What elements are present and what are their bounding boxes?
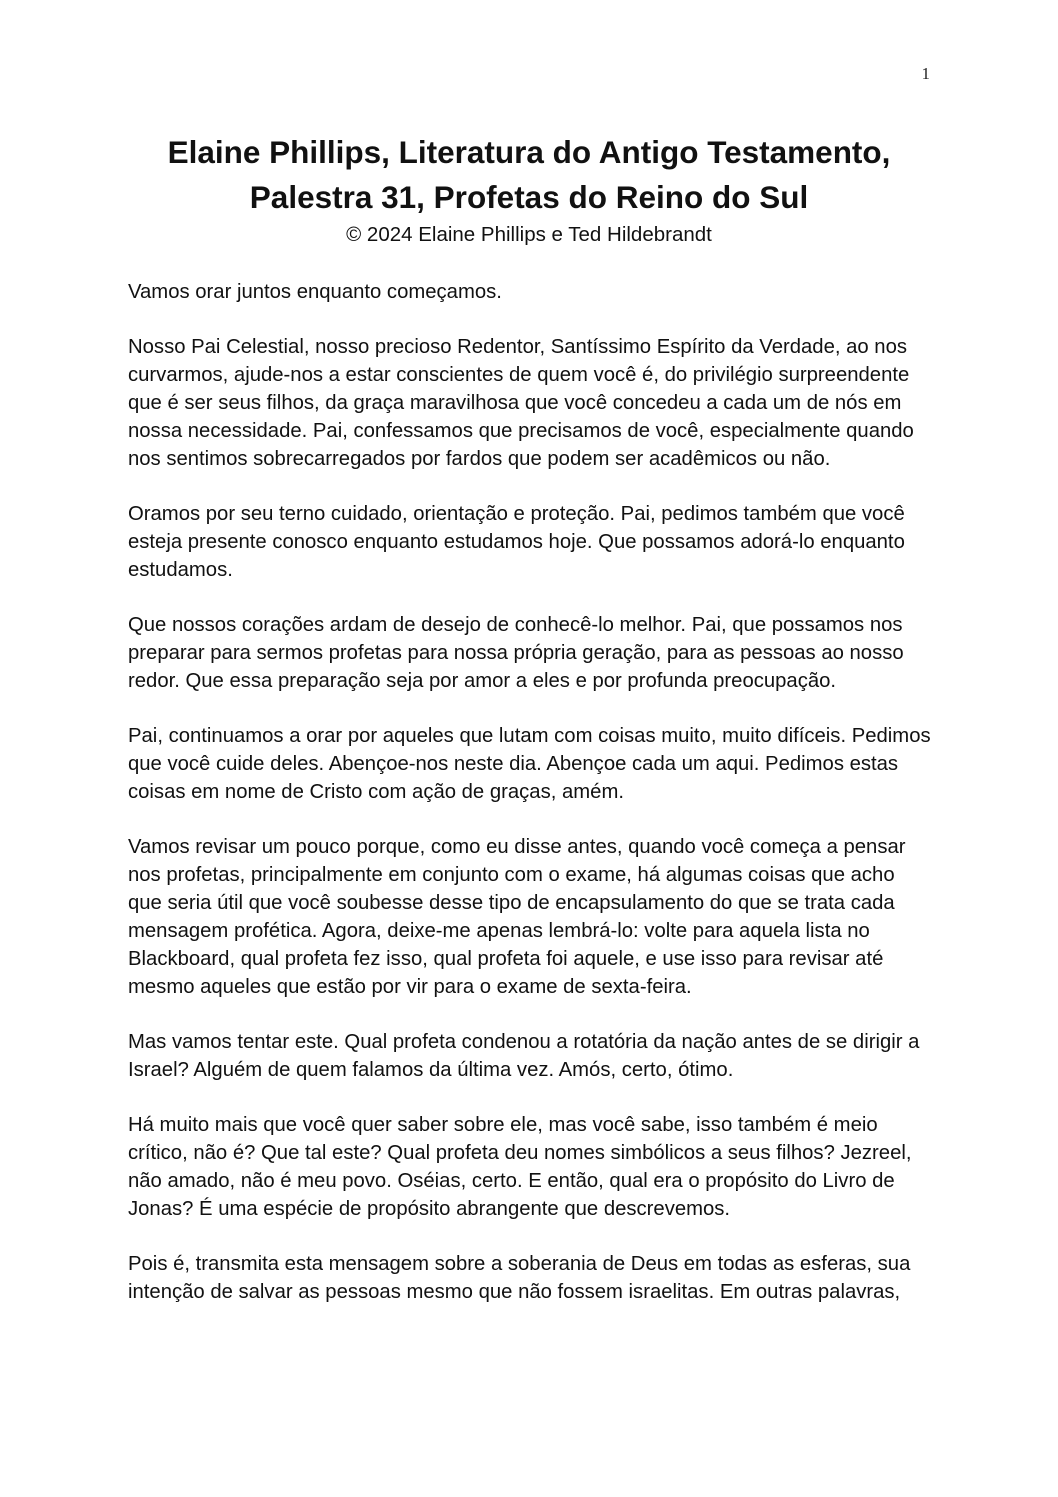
page-number: 1 xyxy=(921,64,930,83)
document-body xyxy=(128,278,934,1333)
paragraph-review: Vamos revisar um pouco porque, como eu disse antes, quando você começa a pensar nos profetas, principalmente em conjunto com o exame, há algumas coisas que acho que seria útil que você soubesse desse tipo de encapsulamento do que se trata cada mensagem profética. Agora, deixe-me apenas lembrá-lo: volte para aquela lista no Blackboard, qual profeta fez isso, qual profeta foi aquele, e use isso para revisar até mesmo aqueles que estão por vir para o exame de sexta-feira. xyxy=(128,836,906,998)
copyright-notice: © 2024 Elaine Phillips e Ted Hildebrandt xyxy=(346,223,712,246)
document-header xyxy=(100,130,958,250)
paragraph-prayer-1: Nosso Pai Celestial, nosso precioso Redentor, Santíssimo Espírito da Verdade, ao nos curvarmos, ajude-nos a estar conscientes de quem você é, do privilégio surpreendente que é ser seus filhos, da graça maravilhosa que você concedeu a cada um de nós em nossa necessidade. Pai, confessamos que precisamos de você, especialmente quando nos sentimos sobrecarregados por fardos que podem ser acadêmicos ou não. xyxy=(128,336,914,470)
paragraph-opening: Vamos orar juntos enquanto começamos. xyxy=(128,281,502,303)
document-title-line-2: Palestra 31, Profetas do Reino do Sul xyxy=(249,179,809,215)
paragraph-hosea-jonah: Há muito mais que você quer saber sobre ele, mas você sabe, isso também é meio crítico, não é? Que tal este? Qual profeta deu nomes simbólicos a seus filhos? Jezreel, não amado, não é meu povo. Oséias, certo. E então, qual era o propósito do Livro de Jonas? É uma espécie de propósito abrangente que descrevemos. xyxy=(128,1114,912,1220)
paragraph-prayer-2: Oramos por seu terno cuidado, orientação e proteção. Pai, pedimos também que você esteja presente conosco enquanto estudamos hoje. Que possamos adorá-lo enquanto estudamos. xyxy=(128,503,905,581)
document-title-line-1: Elaine Phillips, Literatura do Antigo Testamento, xyxy=(167,134,891,170)
paragraph-prayer-3: Que nossos corações ardam de desejo de conhecê-lo melhor. Pai, que possamos nos preparar para sermos profetas para nossa própria geração, para as pessoas ao nosso redor. Que essa preparação seja por amor a eles e por profunda preocupação. xyxy=(128,614,904,692)
paragraph-sovereignty: Pois é, transmita esta mensagem sobre a soberania de Deus em todas as esferas, sua intenção de salvar as pessoas mesmo que não fossem israelitas. Em outras palavras, xyxy=(128,1253,911,1303)
paragraph-prayer-4: Pai, continuamos a orar por aqueles que lutam com coisas muito, muito difíceis. Pedimos que você cuide deles. Abençoe-nos neste dia. Abençoe cada um aqui. Pedimos estas coisas em nome de Cristo com ação de graças, amém. xyxy=(128,725,931,803)
paragraph-amos: Mas vamos tentar este. Qual profeta condenou a rotatória da nação antes de se dirigir a Israel? Alguém de quem falamos da última vez. Amós, certo, ótimo. xyxy=(128,1031,920,1081)
